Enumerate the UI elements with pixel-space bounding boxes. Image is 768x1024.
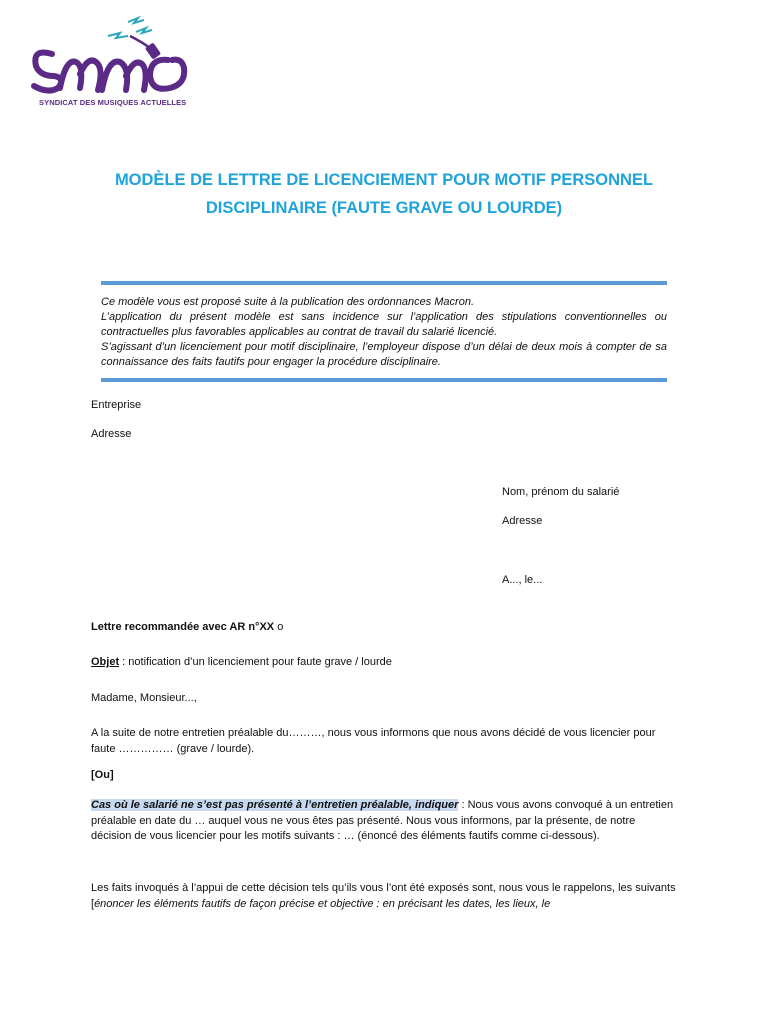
notice-line-1: Ce modèle vous est proposé suite à la publication des ordonnances Macron. bbox=[101, 296, 475, 308]
paragraph-decision-text: A la suite de notre entretien préalable du………, nous vous informons que nous avons décidé de vous licencier pour faute …………… (grave / lourde). bbox=[91, 727, 656, 755]
notice-top-rule bbox=[101, 281, 667, 285]
object-line bbox=[91, 655, 392, 670]
recipient-name: Nom, prénom du salarié bbox=[502, 486, 620, 498]
registered-mail-line bbox=[91, 620, 283, 635]
sender-address: Adresse bbox=[91, 428, 132, 440]
sender-company: Entreprise bbox=[91, 399, 142, 411]
title-line-1: MODÈLE DE LETTRE DE LICENCIEMENT POUR MOTIF PERSONNEL bbox=[114, 171, 654, 189]
notice-bottom-rule bbox=[101, 378, 667, 382]
notice-box bbox=[101, 295, 667, 370]
facts-text: Les faits invoqués à l’appui de cette décision tels qu’ils vous l’ont été exposés sont, nous vous le rappelons, les suivants [ bbox=[91, 882, 676, 910]
notice-line-2: L’application du présent modèle est sans incidence sur l’application des stipulations conventionnelles ou contractuelles plus favorables applicables au contrat de travail du salarié licencié. bbox=[101, 311, 667, 338]
object-label: Objet bbox=[91, 656, 120, 668]
paragraph-facts bbox=[91, 881, 676, 912]
document-title bbox=[60, 166, 708, 222]
title-line-2: DISCIPLINAIRE (FAUTE GRAVE OU LOURDE) bbox=[205, 199, 563, 217]
registered-mail-label: Lettre recommandée avec AR n°XX bbox=[91, 621, 275, 633]
place-date: A..., le... bbox=[502, 574, 543, 586]
salutation: Madame, Monsieur..., bbox=[91, 692, 197, 704]
logo-caption: SYNDICAT DES MUSIQUES ACTUELLES bbox=[39, 98, 187, 107]
case-highlight: Cas où le salarié ne s’est pas présenté à l’entretien préalable, indiquer bbox=[91, 799, 459, 811]
paragraph-decision bbox=[91, 726, 676, 757]
recipient-address: Adresse bbox=[502, 515, 543, 527]
facts-italic: énoncer les éléments fautifs de façon précise et objective : en précisant les dates, les lieux, le bbox=[94, 897, 551, 910]
object-text: : notification d’un licenciement pour faute grave / lourde bbox=[119, 656, 392, 668]
notice-line-3: S’agissant d’un licenciement pour motif disciplinaire, l’employeur dispose d’un délai de deux mois à compter de sa connaissance des faits fautifs pour engager la procédure disciplinaire. bbox=[101, 341, 667, 368]
or-label: [Ou] bbox=[91, 769, 114, 781]
case-text: : Nous vous avons convoqué à un entretien préalable en date du … auquel vous ne vous êtes pas présenté. Nous vous informons, par la présente, de notre décision de vous licencier pour les motifs suivants : … (énoncé des éléments fautifs comme ci-dessous). bbox=[91, 799, 674, 842]
smac-logo-icon bbox=[30, 14, 200, 109]
paragraph-absence bbox=[91, 798, 676, 845]
registered-mail-mark: o bbox=[277, 621, 284, 633]
